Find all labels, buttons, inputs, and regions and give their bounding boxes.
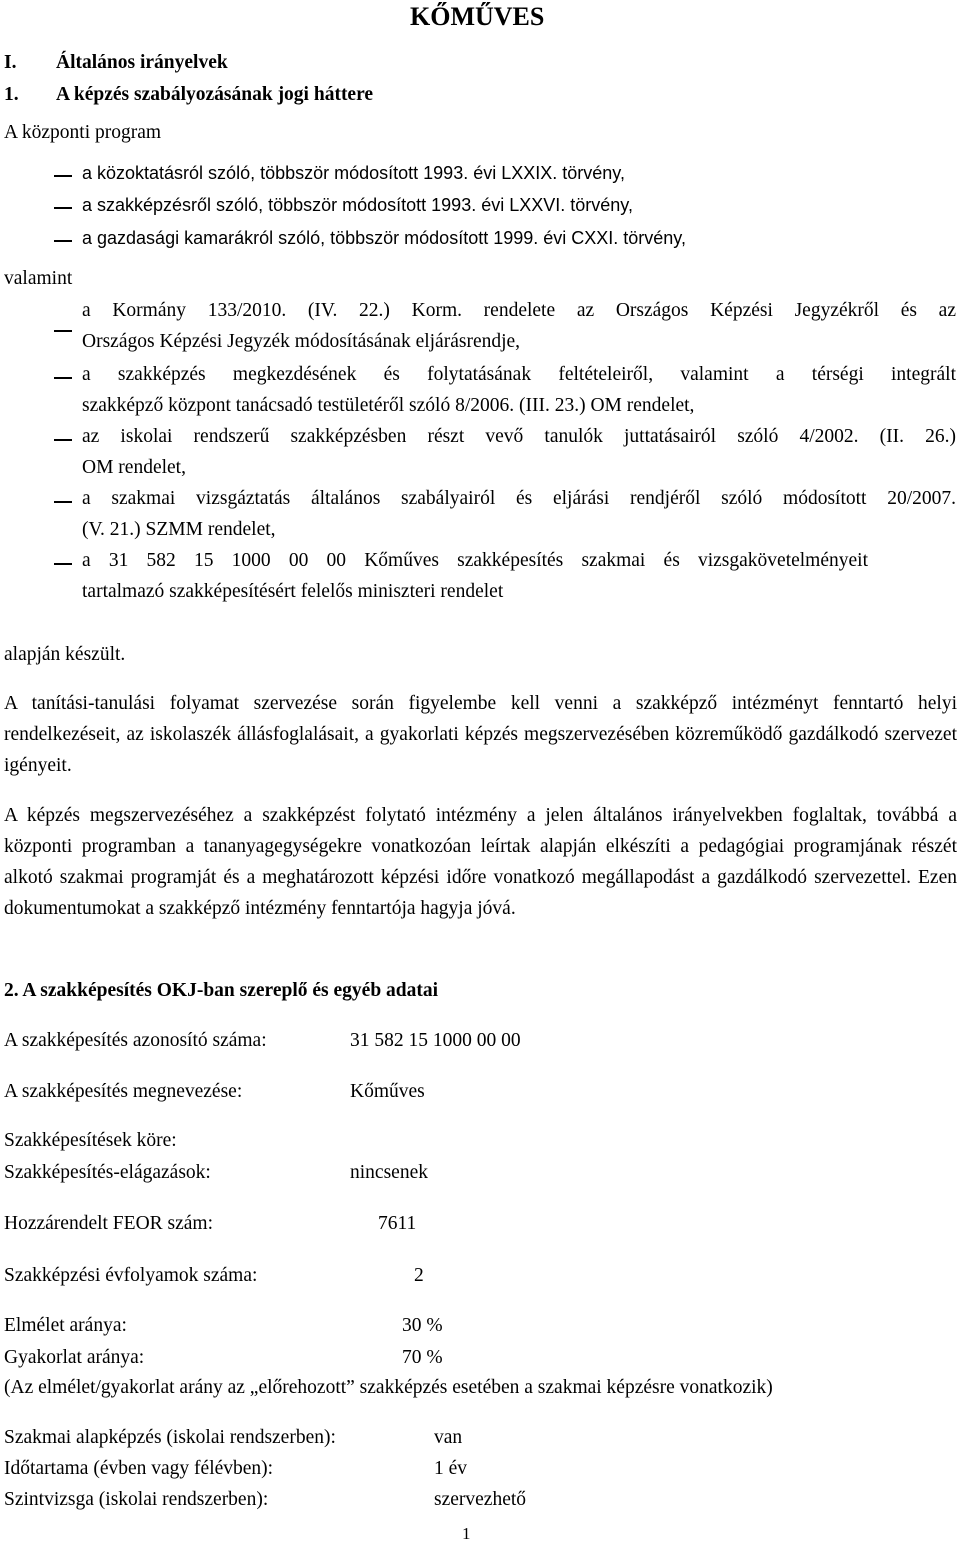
field-value: nincsenek bbox=[350, 1162, 428, 1183]
field-label: Gyakorlat aránya: bbox=[4, 1347, 145, 1368]
dash-bullet bbox=[54, 330, 72, 332]
law-item-line: szakképző központ tanácsadó testületéről szóló 8/2006. (III. 23.) OM rendelet, bbox=[82, 395, 695, 416]
law-item-line: a Kormány 133/2010. (IV. 22.) Korm. rendelete az Országos Képzési Jegyzékről és az bbox=[82, 300, 956, 321]
page-number: 1 bbox=[462, 1524, 471, 1543]
field-value: 1 év bbox=[434, 1458, 468, 1479]
field-label: Elmélet aránya: bbox=[4, 1315, 127, 1336]
field-label: Szakképesítések köre: bbox=[4, 1130, 177, 1151]
field-value: van bbox=[434, 1427, 463, 1448]
law-item-line: tartalmazó szakképesítésért felelős miniszteri rendelet bbox=[82, 581, 504, 602]
subsection-number: 1. bbox=[4, 84, 19, 105]
law-item-line: OM rendelet, bbox=[82, 457, 186, 478]
field-value: 31 582 15 1000 00 00 bbox=[350, 1030, 521, 1051]
subsection-title: A képzés szabályozásának jogi háttere bbox=[56, 84, 374, 105]
dash-bullet bbox=[54, 501, 72, 503]
subsection-2-title: 2. A szakképesítés OKJ-ban szereplő és egyéb adatai bbox=[4, 980, 439, 1001]
field-value: szervezhető bbox=[434, 1489, 527, 1510]
law-item-line: a 31 582 15 1000 00 00 Kőműves szakképesítés szakmai és vizsgakövetelményeit bbox=[82, 550, 868, 571]
law-item-line: Országos Képzési Jegyzék módosításának eljárásrendje, bbox=[82, 331, 521, 352]
law-item-line: (V. 21.) SZMM rendelet, bbox=[82, 519, 276, 540]
law-item: a közoktatásról szóló, többször módosított 1993. évi LXXIX. törvény, bbox=[82, 163, 625, 183]
paragraph: A tanítási-tanulási folyamat szervezése során figyelembe kell venni a szakképző intézményt fenntartó helyi rendelkezéseit, az iskolaszék állásfoglalásait, a gyakorlati képzés megszervezésében közreműködő gazdálkodó szervezet igényeit. bbox=[4, 693, 957, 776]
field-label: A szakképesítés megnevezése: bbox=[4, 1081, 243, 1102]
law-item: a gazdasági kamarákról szóló, többször módosított 1999. évi CXXI. törvény, bbox=[82, 228, 686, 248]
intro-text: A központi program bbox=[4, 122, 162, 143]
law-item: a szakképzésről szóló, többször módosított 1993. évi LXXVI. törvény, bbox=[82, 195, 633, 215]
field-label: Időtartama (évben vagy félévben): bbox=[4, 1458, 274, 1479]
field-value: 7611 bbox=[378, 1213, 417, 1234]
field-value: 2 bbox=[414, 1265, 424, 1286]
alapjan-text: alapján készült. bbox=[4, 644, 126, 665]
field-label: Szintvizsga (iskolai rendszerben): bbox=[4, 1489, 269, 1510]
dash-bullet bbox=[54, 207, 72, 209]
field-label: Szakképzési évfolyamok száma: bbox=[4, 1265, 258, 1286]
dash-bullet bbox=[54, 240, 72, 242]
field-label: Hozzárendelt FEOR szám: bbox=[4, 1213, 214, 1234]
dash-bullet bbox=[54, 377, 72, 379]
field-label: Szakmai alapképzés (iskolai rendszerben): bbox=[4, 1427, 336, 1448]
field-value: 70 % bbox=[402, 1347, 443, 1368]
field-label: A szakképesítés azonosító száma: bbox=[4, 1030, 267, 1051]
dash-bullet bbox=[54, 175, 72, 177]
valamint-text: valamint bbox=[4, 268, 73, 289]
field-label: Szakképesítés-elágazások: bbox=[4, 1162, 211, 1183]
dash-bullet bbox=[54, 563, 72, 565]
paragraph: A képzés megszervezéséhez a szakképzést folytató intézmény a jelen általános irányelvekben foglaltak, továbbá a központi programban a tananyagegységekre vonatkozóan leírtak alapján elkészíti a pedagógiai programjának részét alkotó szakmai programját és a meghatározott képzési időre vonatkozó megállapodást a gazdálkodó szervezettel. Ezen dokumentumokat a szakképző intézmény fenntartója hagyja jóvá. bbox=[4, 805, 957, 919]
dash-bullet bbox=[54, 439, 72, 441]
law-item-line: az iskolai rendszerű szakképzésben részt vevő tanulók juttatásairól szóló 4/2002. (II. 26.) bbox=[82, 426, 956, 447]
document-title: KŐMŰVES bbox=[410, 2, 545, 31]
field-value: 30 % bbox=[402, 1315, 443, 1336]
section-number: I. bbox=[4, 52, 17, 73]
law-item-line: a szakképzés megkezdésének és folytatásának feltételeiről, valamint a térségi integrált bbox=[82, 364, 956, 385]
field-value: Kőműves bbox=[350, 1081, 425, 1102]
law-item-line: a szakmai vizsgáztatás általános szabályairól és eljárási rendjéről szóló módosított 20/2007. bbox=[82, 488, 956, 509]
section-title: Általános irányelvek bbox=[56, 52, 228, 73]
ratio-note: (Az elmélet/gyakorlat arány az „előrehozott” szakképzés esetében a szakmai képzésre vonatkozik) bbox=[4, 1377, 773, 1398]
